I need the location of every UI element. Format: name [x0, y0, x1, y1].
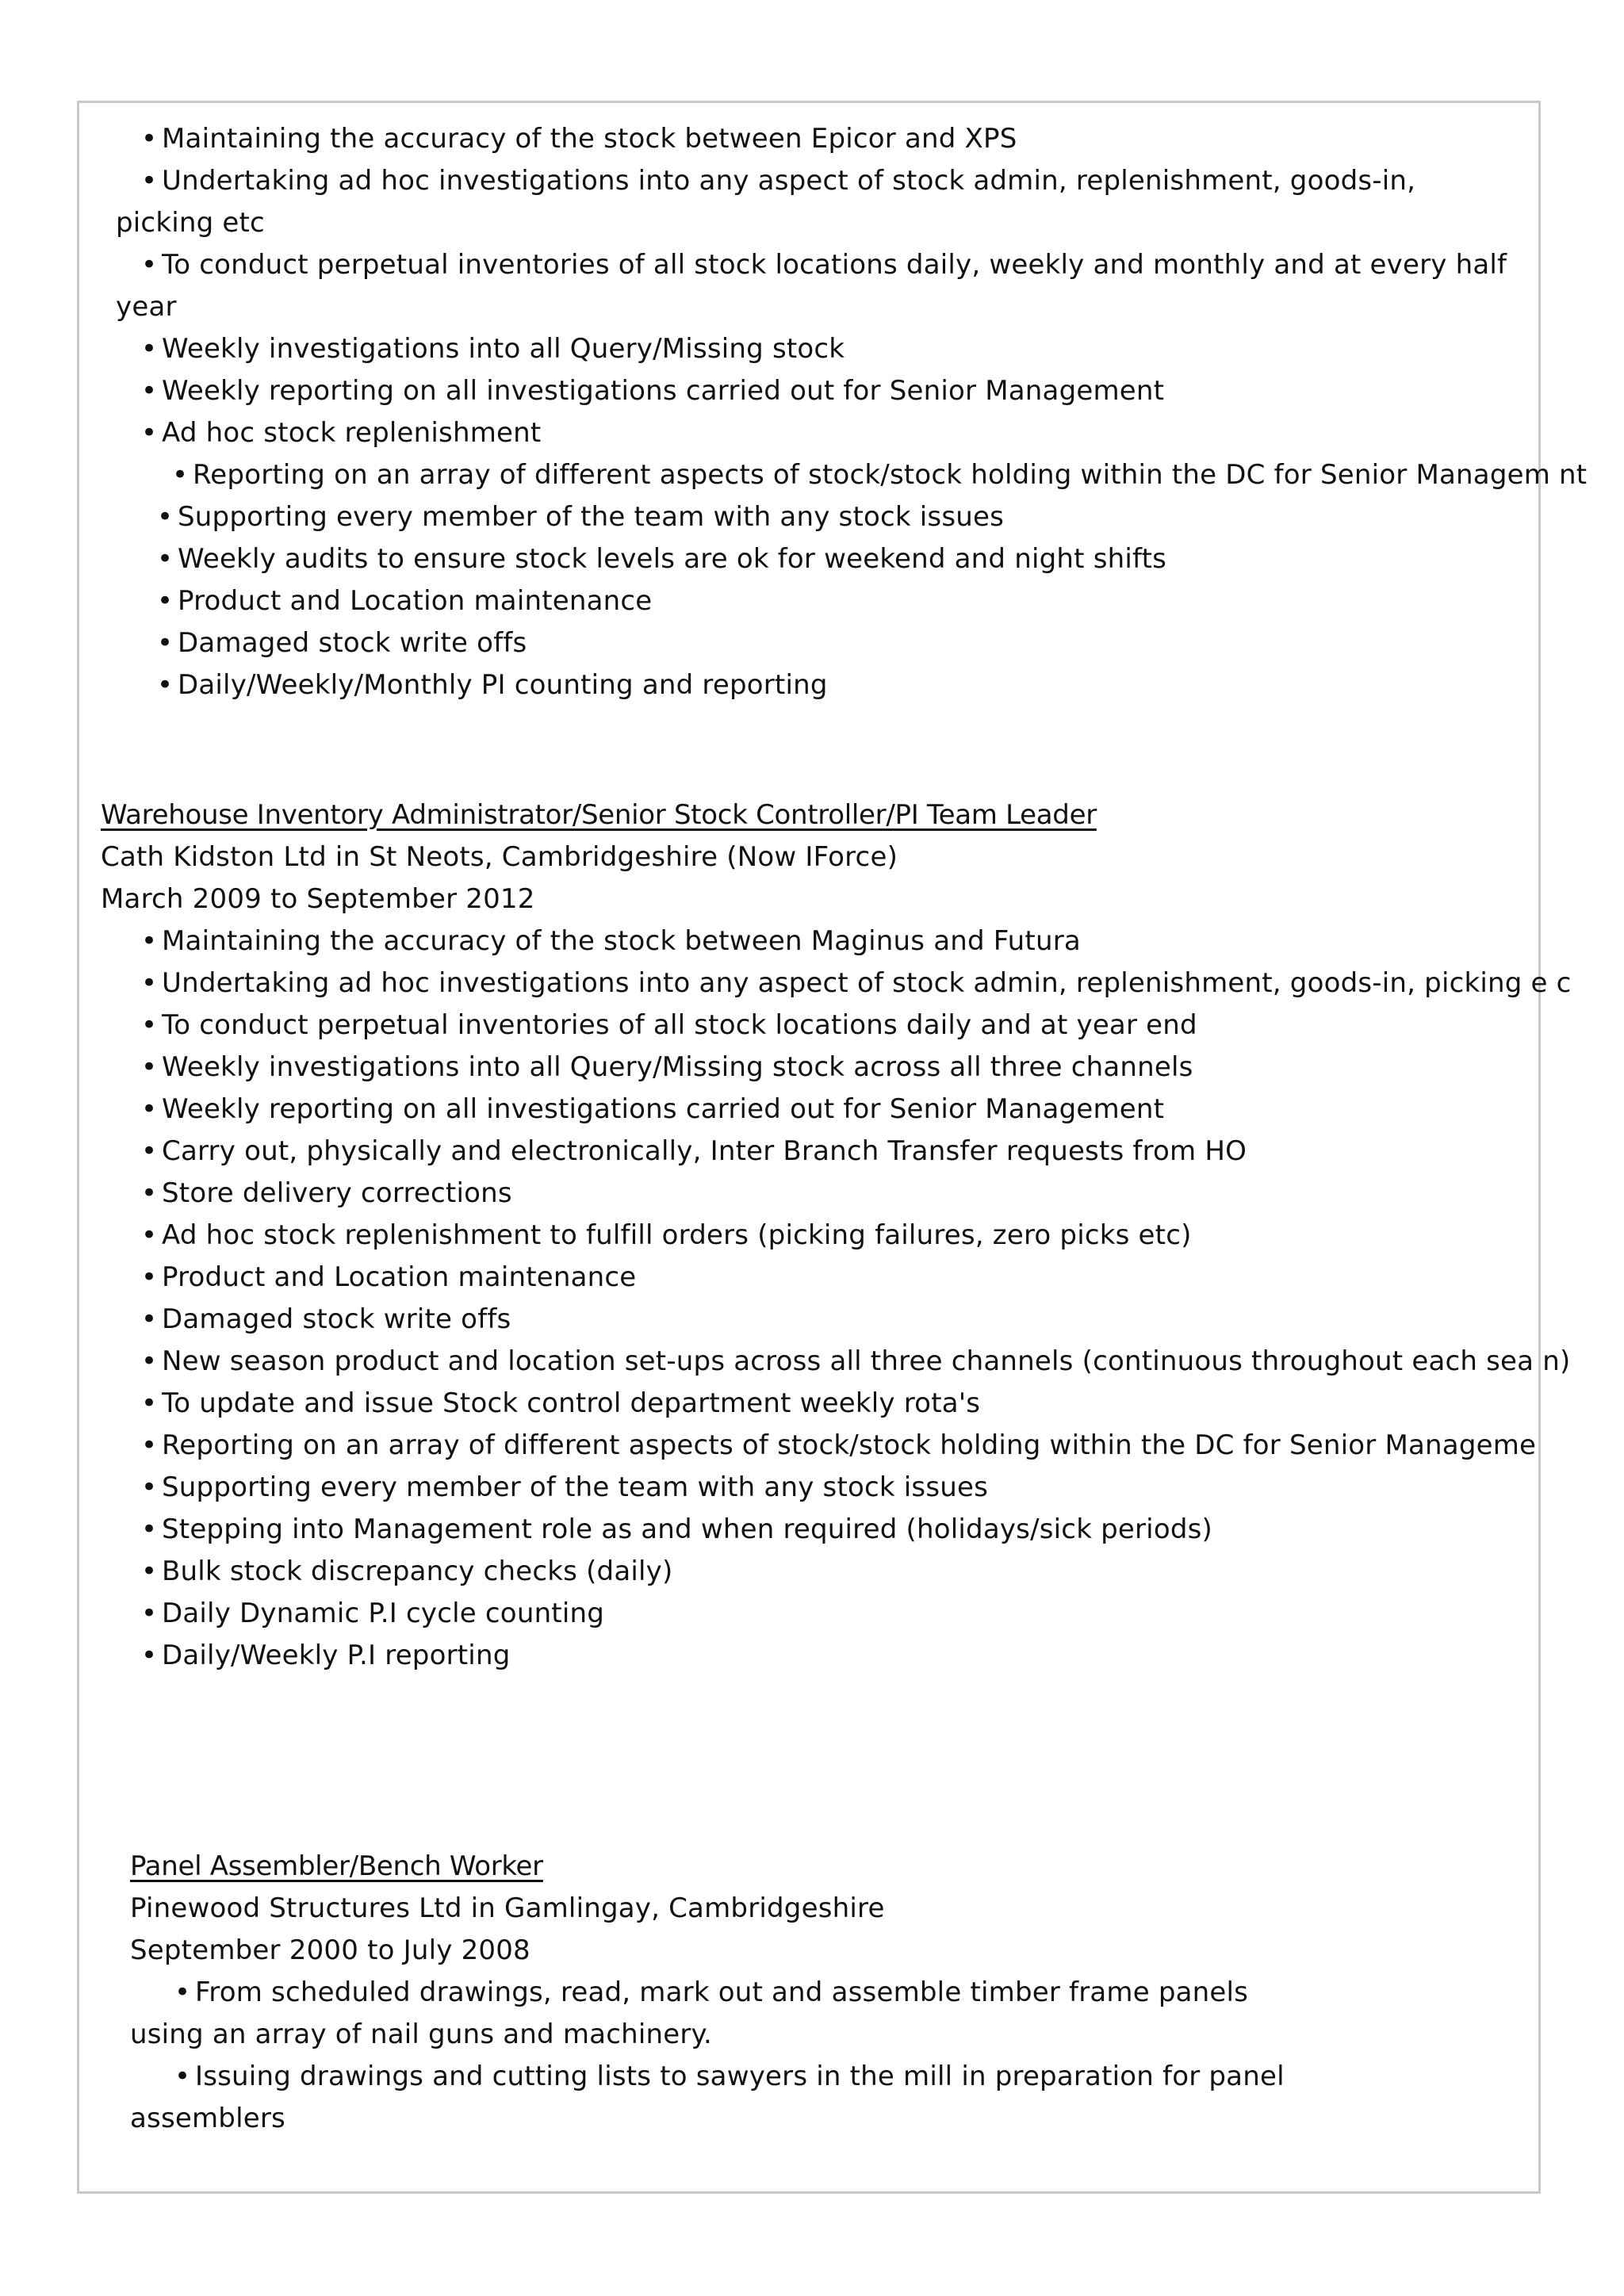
section-title: Panel Assembler/Bench Worker — [130, 1850, 543, 1882]
list-item: • Damaged stock write offs — [141, 1303, 511, 1335]
list-item: • Weekly reporting on all investigations carried out for Senior Management — [141, 1093, 1164, 1125]
list-item: • Reporting on an array of different aspects of stock/stock holding within the DC for Senior Managem nt — [172, 459, 1587, 491]
list-item: • Undertaking ad hoc investigations into any aspect of stock admin, replenishment, goods-in, picking e c — [141, 967, 1572, 999]
section-title: Warehouse Inventory Administrator/Senior Stock Controller/PI Team Leader — [101, 799, 1097, 831]
company-name: Cath Kidston Ltd in St Neots, Cambridgeshire (Now IForce) — [101, 841, 898, 873]
list-item: • Daily/Weekly/Monthly PI counting and reporting — [157, 669, 828, 701]
list-item: • Weekly audits to ensure stock levels are ok for weekend and night shifts — [157, 543, 1166, 575]
list-item: • Reporting on an array of different aspects of stock/stock holding within the DC for Senior Manageme — [141, 1429, 1536, 1461]
list-item: • Weekly reporting on all investigations carried out for Senior Management — [141, 375, 1164, 407]
list-item: • Carry out, physically and electronically, Inter Branch Transfer requests from HO — [141, 1135, 1247, 1167]
list-item: • To update and issue Stock control department weekly rota's — [141, 1387, 980, 1419]
employment-dates: March 2009 to September 2012 — [101, 883, 535, 915]
list-item: • Daily/Weekly P.I reporting — [141, 1640, 510, 1671]
list-item: • Ad hoc stock replenishment to fulfill orders (picking failures, zero picks etc) — [141, 1219, 1192, 1251]
list-item: • Weekly investigations into all Query/Missing stock across all three channels — [141, 1051, 1193, 1083]
list-item: • Product and Location maintenance — [141, 1261, 636, 1293]
list-item-continuation: assemblers — [130, 2103, 285, 2134]
list-item: • Store delivery corrections — [141, 1177, 512, 1209]
list-item: • From scheduled drawings, read, mark out and assemble timber frame panels — [174, 1976, 1248, 2008]
list-item: • Damaged stock write offs — [157, 627, 527, 659]
list-item: • Supporting every member of the team with any stock issues — [141, 1471, 988, 1503]
list-item: • Supporting every member of the team with any stock issues — [157, 501, 1004, 533]
list-item: • Maintaining the accuracy of the stock between Epicor and XPS — [141, 123, 1017, 155]
list-item: • Stepping into Management role as and when required (holidays/sick periods) — [141, 1513, 1212, 1545]
list-item: • Undertaking ad hoc investigations into any aspect of stock admin, replenishment, goods-in, — [141, 165, 1415, 197]
list-item: • Weekly investigations into all Query/Missing stock — [141, 333, 845, 365]
company-name: Pinewood Structures Ltd in Gamlingay, Cambridgeshire — [130, 1892, 885, 1924]
list-item: • To conduct perpetual inventories of all stock locations daily and at year end — [141, 1009, 1197, 1041]
list-item: • To conduct perpetual inventories of all stock locations daily, weekly and monthly and at every half — [141, 249, 1507, 281]
list-item: • New season product and location set-ups across all three channels (continuous throughout each sea n) — [141, 1345, 1570, 1377]
list-item-continuation: using an array of nail guns and machinery. — [130, 2019, 713, 2050]
list-item-continuation: picking etc — [116, 207, 265, 239]
list-item: • Product and Location maintenance — [157, 585, 652, 617]
list-item: • Bulk stock discrepancy checks (daily) — [141, 1556, 672, 1587]
list-item-continuation: year — [116, 291, 177, 323]
employment-dates: September 2000 to July 2008 — [130, 1934, 530, 1966]
list-item: • Maintaining the accuracy of the stock between Maginus and Futura — [141, 925, 1081, 957]
list-item: • Daily Dynamic P.I cycle counting — [141, 1598, 604, 1629]
list-item: • Issuing drawings and cutting lists to sawyers in the mill in preparation for panel — [174, 2061, 1285, 2092]
list-item: • Ad hoc stock replenishment — [141, 417, 541, 449]
